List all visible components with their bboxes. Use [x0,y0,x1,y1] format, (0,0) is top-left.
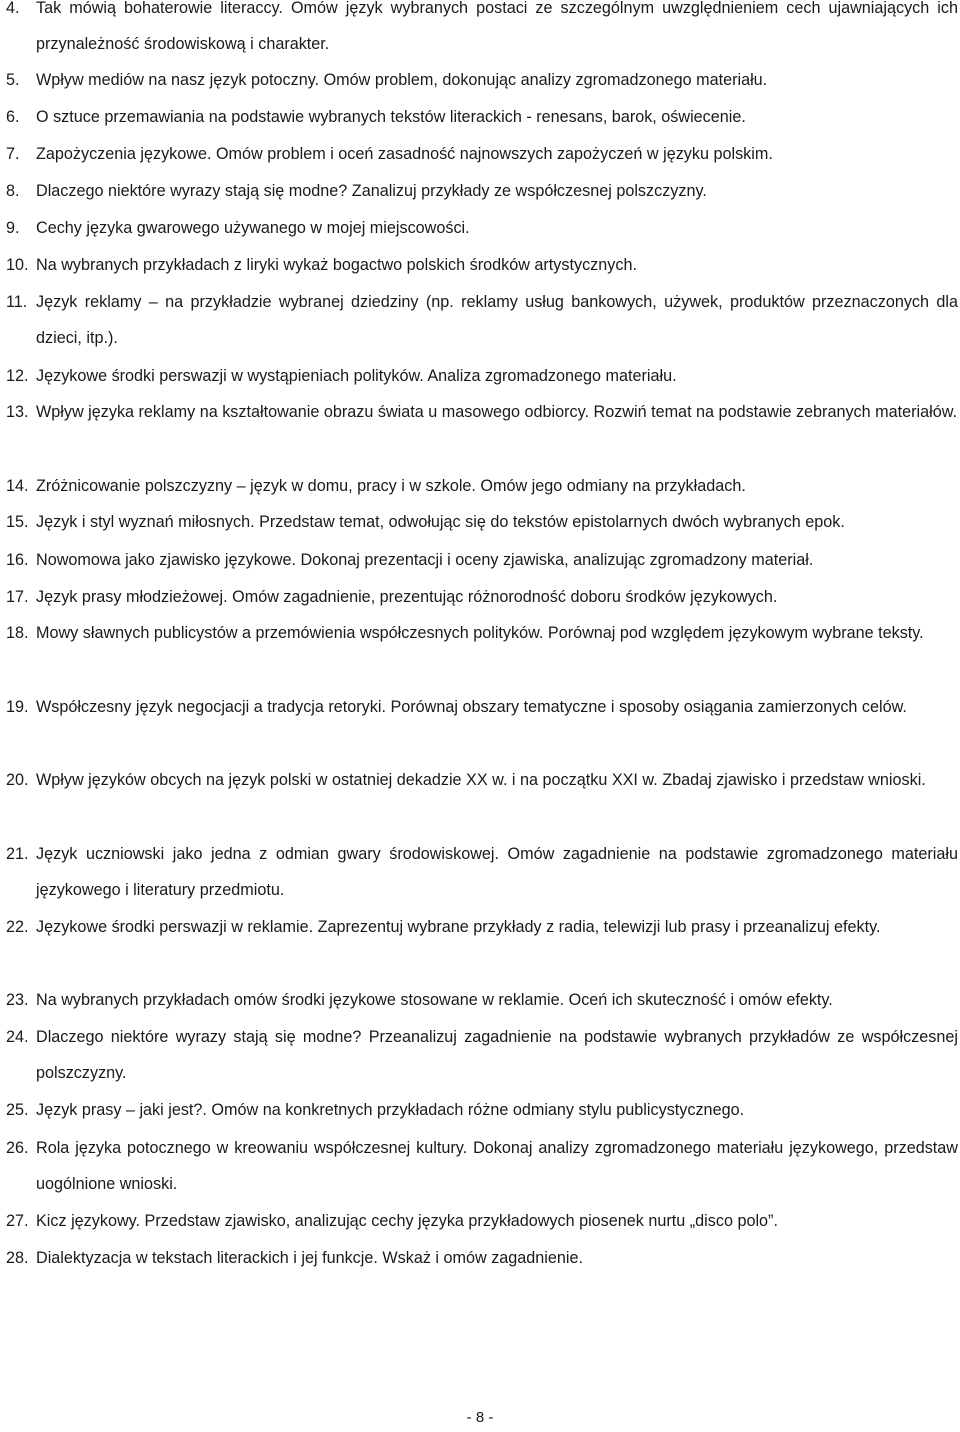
item-number: 15. [6,513,29,531]
item-text: Dlaczego niektóre wyrazy stają się modne? Przeanalizuj zagadnienie na podstawie wybranych przykładów ze współczesnej polszczyzny. [36,1028,958,1082]
list-item [0,468,960,504]
item-number: 25. [6,1101,29,1119]
item-text: Dlaczego niektóre wyrazy stają się modne? Zanalizuj przykłady ze współczesnej polszczyzny. [36,182,707,200]
list-item [0,689,960,725]
list-item [0,1019,960,1091]
item-text: O sztuce przemawiania na podstawie wybranych tekstów literackich - renesans, barok, oświecenie. [36,108,746,126]
item-number: 14. [6,477,29,495]
item-number: 27. [6,1212,29,1230]
item-text: Język i styl wyznań miłosnych. Przedstaw temat, odwołując się do tekstów epistolarnych dwóch wybranych epok. [36,513,845,531]
list-item [0,284,960,356]
list-item [0,210,960,246]
item-text: Nowomowa jako zjawisko językowe. Dokonaj prezentacji i oceny zjawiska, analizując zgromadzony materiał. [36,551,814,569]
item-number: 18. [6,624,29,642]
item-number: 10. [6,256,29,274]
item-text: Na wybranych przykładach z liryki wykaż bogactwo polskich środków artystycznych. [36,256,637,274]
list-item [0,762,960,798]
item-text: Cechy języka gwarowego używanego w mojej miejscowości. [36,219,470,237]
item-number: 26. [6,1139,29,1157]
item-text: Wpływ mediów na nasz język potoczny. Omów problem, dokonując analizy zgromadzonego materiału. [36,71,768,89]
list-item [0,1203,960,1239]
list-item [0,0,960,62]
list-item [0,173,960,209]
item-number: 22. [6,918,29,936]
item-number: 13. [6,403,29,421]
item-number: 23. [6,991,29,1009]
list-item [0,504,960,540]
item-text: Zapożyczenia językowe. Omów problem i oceń zasadność najnowszych zapożyczeń w języku polskim. [36,145,773,163]
item-number: 12. [6,367,29,385]
item-text: Język prasy młodzieżowej. Omów zagadnienie, prezentując różnorodność doboru środków językowych. [36,588,778,606]
item-text: Wpływ języków obcych na język polski w ostatniej dekadzie XX w. i na początku XXI w. Zbadaj zjawisko i przedstaw wnioski. [36,771,926,789]
item-text: Językowe środki perswazji w wystąpieniach polityków. Analiza zgromadzonego materiału. [36,367,677,385]
item-text: Język reklamy – na przykładzie wybranej dziedziny (np. reklamy usług bankowych, używek, produktów przeznaczonych dla dzieci, itp.). [36,293,958,347]
item-number: 8. [6,182,20,200]
item-text: Współczesny język negocjacji a tradycja retoryki. Porównaj obszary tematyczne i sposoby osiągania zamierzonych celów. [36,698,907,716]
list-item [0,836,960,908]
item-number: 6. [6,108,20,126]
item-text: Kicz językowy. Przedstaw zjawisko, analizując cechy języka przykładowych piosenek nurtu „disco polo”. [36,1212,778,1230]
item-number: 20. [6,771,29,789]
item-number: 24. [6,1028,29,1046]
list-item [0,579,960,615]
item-text: Mowy sławnych publicystów a przemówienia współczesnych polityków. Porównaj pod względem językowym wybrane teksty. [36,624,924,642]
list-item [0,62,960,98]
item-text: Wpływ języka reklamy na kształtowanie obrazu świata u masowego odbiorcy. Rozwiń temat na podstawie zebranych materiałów. [36,403,958,421]
item-text: Język prasy – jaki jest?. Omów na konkretnych przykładach różne odmiany stylu publicystycznego. [36,1101,745,1119]
list-item [0,136,960,172]
item-text: Tak mówią bohaterowie literaccy. Omów język wybranych postaci ze szczególnym uwzględnieniem cech ujawniających ich przynależność środowiskową i charakter. [36,0,958,53]
item-number: 11. [6,293,28,311]
list-item [0,1092,960,1128]
item-text: Na wybranych przykładach omów środki językowe stosowane w reklamie. Oceń ich skuteczność i omów efekty. [36,991,833,1009]
item-number: 28. [6,1249,29,1267]
item-text: Rola języka potocznego w kreowaniu współczesnej kultury. Dokonaj analizy zgromadzonego materiału językowego, przedstaw uogólnione wnioski. [36,1139,958,1193]
list-item [0,358,960,394]
list-item [0,542,960,578]
item-number: 16. [6,551,29,569]
item-text: Językowe środki perswazji w reklamie. Zaprezentuj wybrane przykłady z radia, telewizji lub prasy i przeanalizuj efekty. [36,918,881,936]
list-item [0,247,960,283]
list-item [0,982,960,1018]
list-item [0,909,960,945]
item-number: 5. [6,71,20,89]
item-number: 9. [6,219,20,237]
list-item [0,394,960,430]
item-number: 7. [6,145,20,163]
page-footer [0,1404,960,1432]
page-number: - 8 - [466,1409,494,1426]
item-text: Dialektyzacja w tekstach literackich i jej funkcje. Wskaż i omów zagadnienie. [36,1249,583,1267]
list-item [0,1130,960,1202]
item-number: 19. [6,698,29,716]
item-number: 4. [6,0,20,17]
list-item [0,615,960,651]
list-item [0,1240,960,1276]
list-item [0,99,960,135]
item-text: Język uczniowski jako jedna z odmian gwary środowiskowej. Omów zagadnienie na podstawie zgromadzonego materiału językowego i literatury przedmiotu. [36,845,958,899]
item-text: Zróżnicowanie polszczyzny – język w domu, pracy i w szkole. Omów jego odmiany na przykładach. [36,477,746,495]
item-number: 17. [6,588,29,606]
item-number: 21. [6,845,29,863]
